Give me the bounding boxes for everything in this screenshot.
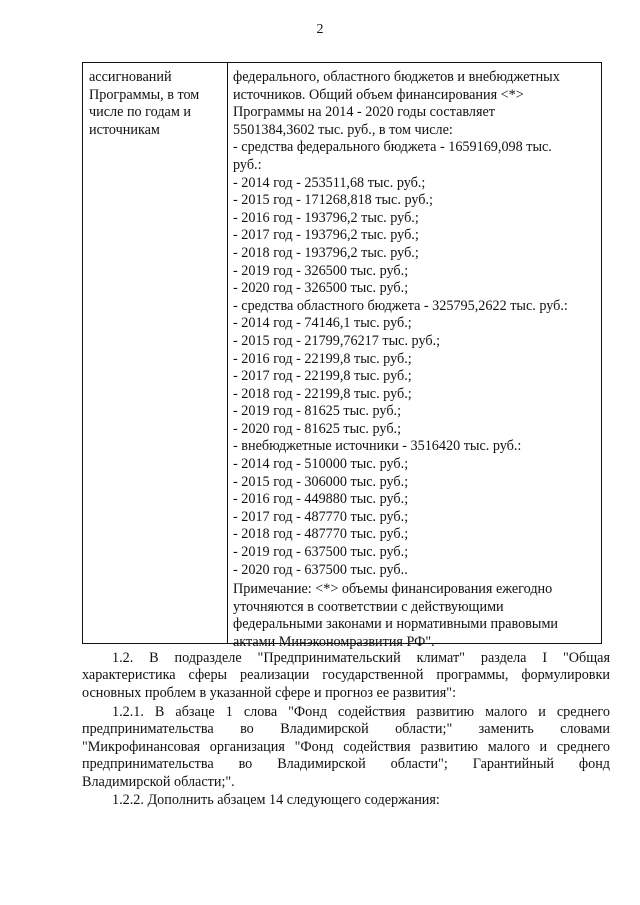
regional-year: - 2017 год - 22199,8 тыс. руб.;: [233, 368, 412, 385]
paragraph-1-2-2: [82, 792, 610, 809]
federal-year: - 2014 год - 253511,68 тыс. руб.;: [233, 174, 426, 191]
page-number: 2: [316, 22, 324, 37]
left-cell-line: ассигнований: [89, 69, 172, 85]
table-left-cell: [83, 63, 228, 643]
federal-year: - 2017 год - 193796,2 тыс. руб.;: [233, 227, 419, 244]
federal-line: - средства федерального бюджета - 1659169,098 тыс.: [233, 139, 552, 156]
intro-line: источников. Общий объем финансирования <*>: [233, 86, 524, 103]
paragraph-line: основных проблем в указанной сфере и прогноз ее развития":: [82, 684, 457, 701]
paragraph-line: Владимирской области;".: [82, 773, 235, 790]
extrabudget-header: - внебюджетные источники - 3516420 тыс. руб.:: [233, 438, 522, 455]
regional-header: - средства областного бюджета - 325795,2622 тыс. руб.:: [233, 297, 568, 314]
federal-line: руб.:: [233, 156, 262, 173]
paragraph-line: 1.2.2. Дополнить абзацем 14 следующего содержания:: [112, 792, 440, 808]
paragraph-1-2-1: [82, 704, 610, 791]
paragraph-1-2: [82, 650, 610, 702]
extrabudget-year: - 2019 год - 637500 тыс. руб.;: [233, 544, 409, 561]
paragraph-line: 1.2. В подразделе "Предпринимательский климат" раздела I "Общая: [112, 650, 610, 666]
extrabudget-year: - 2015 год - 306000 тыс. руб.;: [233, 473, 409, 490]
extrabudget-year: - 2014 год - 510000 тыс. руб.;: [233, 456, 409, 473]
extrabudget-year: - 2017 год - 487770 тыс. руб.;: [233, 508, 409, 525]
paragraph-line: "Микрофинансовая организация "Фонд содействия развитию малого и среднего: [82, 738, 610, 755]
extrabudget-year: - 2018 год - 487770 тыс. руб.;: [233, 526, 409, 543]
intro-line: Программы на 2014 - 2020 годы составляет: [233, 104, 496, 121]
federal-year: - 2019 год - 326500 тыс. руб.;: [233, 262, 409, 279]
regional-year: - 2019 год - 81625 тыс. руб.;: [233, 403, 402, 420]
extrabudget-year: - 2020 год - 637500 тыс. руб..: [233, 561, 408, 578]
left-cell-line: источникам: [89, 121, 160, 138]
extrabudget-year: - 2016 год - 449880 тыс. руб.;: [233, 491, 409, 508]
note-block: [233, 581, 595, 651]
left-cell-line: числе по годам и: [89, 104, 191, 121]
funding-table: [82, 62, 602, 650]
note-line: актами Минэкономразвития РФ".: [233, 634, 435, 650]
paragraph-line: предпринимательства во Владимирской области;" заменить словами: [82, 721, 610, 738]
paragraph-line: характеристика сферы реализации государственной программы, формулировки: [82, 667, 610, 684]
federal-year: - 2020 год - 326500 тыс. руб.;: [233, 280, 409, 297]
regional-year: - 2015 год - 21799,76217 тыс. руб.;: [233, 332, 441, 349]
federal-year: - 2015 год - 171268,818 тыс. руб.;: [233, 192, 433, 209]
regional-year: - 2016 год - 22199,8 тыс. руб.;: [233, 350, 412, 367]
note-line: Примечание: <*> объемы финансирования ежегодно: [233, 581, 553, 598]
note-line: федеральными законами и нормативными правовыми: [233, 616, 559, 633]
left-cell-line: Программы, в том: [89, 86, 200, 103]
intro-line: 5501384,3602 тыс. руб., в том числе:: [233, 121, 453, 138]
regional-year: - 2014 год - 74146,1 тыс. руб.;: [233, 315, 412, 332]
regional-year: - 2018 год - 22199,8 тыс. руб.;: [233, 385, 412, 402]
note-line: уточняются в соответствии с действующими: [233, 598, 504, 615]
federal-year: - 2016 год - 193796,2 тыс. руб.;: [233, 209, 419, 226]
intro-line: федерального, областного бюджетов и внебюджетных: [233, 69, 560, 85]
federal-year: - 2018 год - 193796,2 тыс. руб.;: [233, 244, 419, 261]
paragraph-line: 1.2.1. В абзаце 1 слова "Фонд содействия развитию малого и среднего: [112, 704, 610, 720]
regional-year: - 2020 год - 81625 тыс. руб.;: [233, 420, 402, 437]
table-right-cell: [228, 63, 601, 650]
paragraph-line: предпринимательства во Владимирской области"; Гарантийный фонд: [82, 756, 610, 773]
